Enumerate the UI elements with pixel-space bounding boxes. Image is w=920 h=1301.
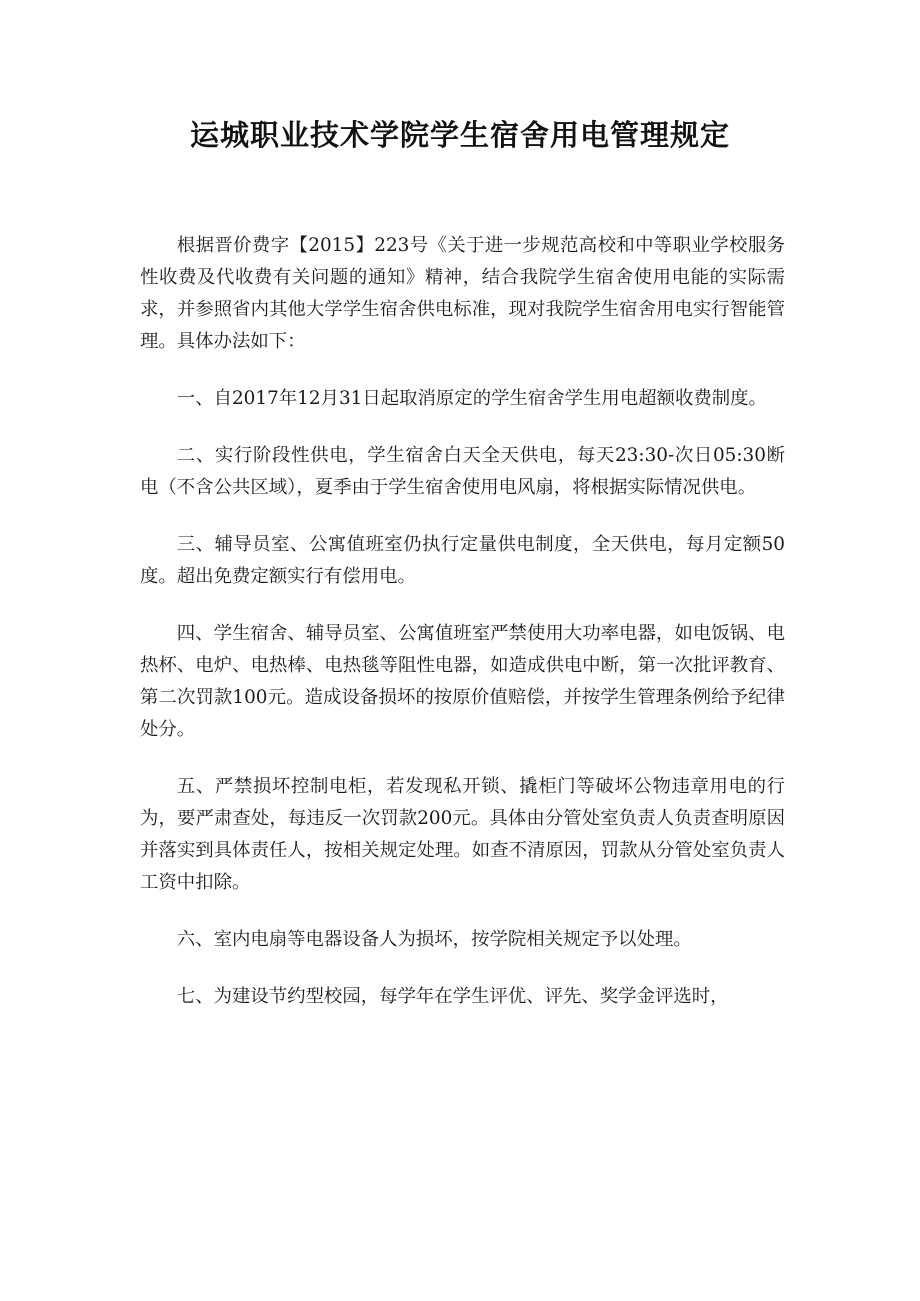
paragraph-article-5: 五、严禁损坏控制电柜，若发现私开锁、撬柜门等破坏公物违章用电的行为，要严肃查处，每违反一次罚款200元。具体由分管处室负责人负责查明原因并落实到具体责任人，按相关规定处理。如查不清原因，罚款从分管处室负责人工资中扣除。	[140, 776, 785, 893]
paragraph-article-3: 三、辅导员室、公寓值班室仍执行定量供电制度，全天供电，每月定额50度。超出免费定额实行有偿用电。	[140, 534, 785, 587]
paragraph-article-7: 七、为建设节约型校园，每学年在学生评优、评先、奖学金评选时，	[176, 986, 729, 1007]
paragraph-article-4: 四、学生宿舍、辅导员室、公寓值班室严禁使用大功率电器，如电饭锅、电热杯、电炉、电热棒、电热毯等阻性电器，如造成供电中断，第一次批评教育、第二次罚款100元。造成设备损坏的按原价值赔偿，并按学生管理条例给予纪律处分。	[140, 623, 785, 740]
document-title: 运城职业技术学院学生宿舍用电管理规定	[189, 118, 730, 152]
document-body	[140, 230, 785, 1038]
paragraph-article-1: 一、自2017年12月31日起取消原定的学生宿舍学生用电超额收费制度。	[176, 388, 767, 409]
paragraph-intro: 根据晋价费字【2015】223号《关于进一步规范高校和中等职业学校服务性收费及代收费有关问题的通知》精神，结合我院学生宿舍使用电能的实际需求，并参照省内其他大学学生宿舍供电标准，现对我院学生宿舍用电实行智能管理。具体办法如下：	[140, 235, 785, 352]
paragraph-article-2: 二、实行阶段性供电，学生宿舍白天全天供电，每天23:30-次日05:30断电（不含公共区域），夏季由于学生宿舍使用电风扇，将根据实际情况供电。	[140, 445, 785, 498]
paragraph-article-6: 六、室内电扇等电器设备人为损坏，按学院相关规定予以处理。	[176, 929, 692, 950]
